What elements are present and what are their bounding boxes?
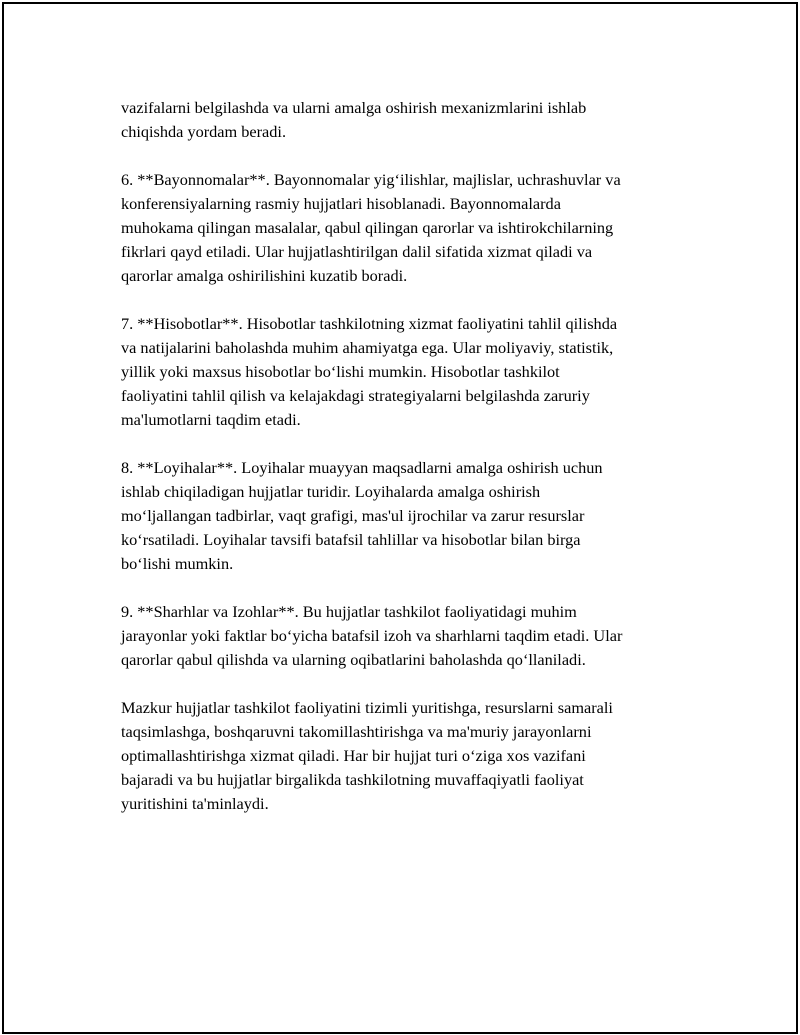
- page-frame: [2, 2, 798, 1034]
- paragraph-continuation: vazifalarni belgilashda va ularni amalga oshirish mexanizmlarini ishlab chiqishda yordam beradi.: [121, 98, 587, 141]
- paragraph-conclusion: Mazkur hujjatlar tashkilot faoliyatini tizimli yuritishga, resurslarni samarali taqsimlashga, boshqaruvni takomillashtirishga va ma'muriy jarayonlarni optimallashtirishga xizmat qiladi. Har bir hujjat turi o‘ziga xos vazifani bajaradi va bu hujjatlar birgalikda tashkilotning muvaffaqiyatli faoliyat yuritishini ta'minlaydi.: [121, 698, 613, 813]
- paragraph-sharhlar-izohlar: 9. **Sharhlar va Izohlar**. Bu hujjatlar tashkilot faoliyatidagi muhim jarayonlar yoki faktlar bo‘yicha batafsil izoh va sharhlarni taqdim etadi. Ular qarorlar qabul qilishda va ularning oqibatlarini baholashda qo‘llaniladi.: [121, 602, 623, 669]
- paragraph-bayonnomalar: 6. **Bayonnomalar**. Bayonnomalar yig‘ilishlar, majlislar, uchrashuvlar va konferensiyalarning rasmiy hujjatlari hisoblanadi. Bayonnomalarda muhokama qilingan masalalar, qabul qilingan qarorlar va ishtirokchilarning fikrlari qayd etiladi. Ular hujjatlashtirilgan dalil sifatida xizmat qiladi va qarorlar amalga oshirilishini kuzatib boradi.: [121, 170, 621, 285]
- paragraph-loyihalar: 8. **Loyihalar**. Loyihalar muayyan maqsadlarni amalga oshirish uchun ishlab chiqiladigan hujjatlar turidir. Loyihalarda amalga oshirish mo‘ljallangan tadbirlar, vaqt grafigi, mas'ul ijrochilar va zarur resurslar ko‘rsatiladi. Loyihalar tavsifi batafsil tahlillar va hisobotlar bilan birga bo‘lishi mumkin.: [121, 458, 603, 573]
- document-body: [121, 96, 701, 840]
- paragraph-hisobotlar: 7. **Hisobotlar**. Hisobotlar tashkilotning xizmat faoliyatini tahlil qilishda va natijalarini baholashda muhim ahamiyatga ega. Ular moliyaviy, statistik, yillik yoki maxsus hisobotlar bo‘lishi mumkin. Hisobotlar tashkilot faoliyatini tahlil qilish va kelajakdagi strategiyalarni belgilashda zaruriy ma'lumotlarni taqdim etadi.: [121, 314, 618, 429]
